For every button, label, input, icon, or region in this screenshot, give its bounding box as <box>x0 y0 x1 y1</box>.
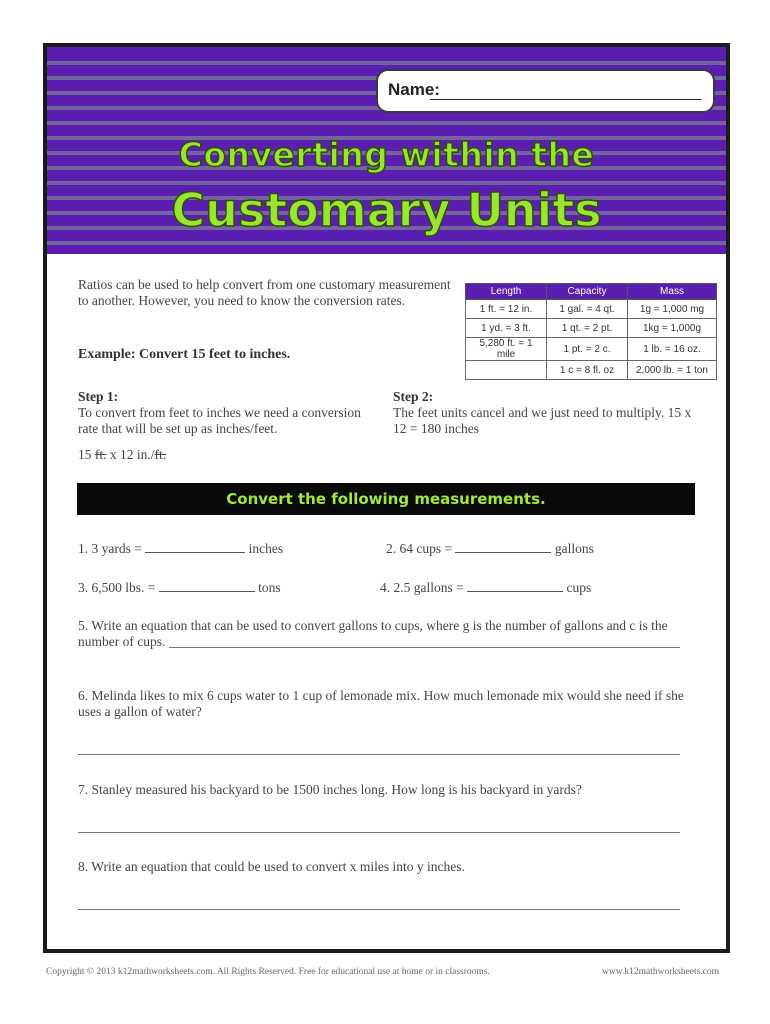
cancelled-unit: ft. <box>154 447 167 462</box>
name-label: Name: <box>388 80 440 99</box>
question-4: 4. 2.5 gallons = cups <box>380 580 592 595</box>
answer-line-6[interactable] <box>78 754 680 755</box>
step-2-text: The feet units cancel and we just need to multiply. 15 x 12 = 180 inches <box>393 405 692 436</box>
step-2 <box>393 389 703 437</box>
title-line-2: Customary Units <box>171 183 602 237</box>
answer-line-5[interactable] <box>169 647 680 648</box>
footer-website[interactable]: www.k12mathworksheets.com <box>602 967 720 977</box>
question-7: 7. Stanley measured his backyard to be 1500 inches long. How long is his backyard in yards? <box>78 782 582 797</box>
answer-blank-3[interactable] <box>159 579 255 592</box>
title-banner <box>47 47 726 254</box>
step-1 <box>78 389 378 437</box>
table-cell <box>466 361 547 380</box>
table-header-mass: Mass <box>628 284 717 300</box>
table-cell: 1g = 1,000 mg <box>628 300 717 319</box>
answer-line-7[interactable] <box>78 832 680 833</box>
answer-line-8[interactable] <box>78 909 680 910</box>
step-1-heading: Step 1: <box>78 389 119 404</box>
table-cell: 1 qt. = 2 pt. <box>547 319 628 338</box>
answer-blank-2[interactable] <box>455 540 551 553</box>
answer-blank-4[interactable] <box>467 579 563 592</box>
table-cell: 1kg = 1,000g <box>628 319 717 338</box>
section-title: Convert the following measurements. <box>226 490 546 508</box>
table-cell: 1 gal. = 4 qt. <box>547 300 628 319</box>
example-heading: Example: Convert 15 feet to inches. <box>78 347 291 362</box>
name-box <box>376 69 715 113</box>
question-1: 1. 3 yards = inches <box>78 541 284 556</box>
step-2-heading: Step 2: <box>393 389 434 404</box>
table-cell: 1 pt. = 2 c. <box>547 338 628 361</box>
example-equation: 15 ft. x 12 in./ft. <box>78 447 167 462</box>
question-3: 3. 6,500 lbs. = tons <box>78 580 281 595</box>
intro-text: Ratios can be used to help convert from one customary measurement to another. However, you need to know the conversion rates. <box>78 277 451 308</box>
answer-blank-1[interactable] <box>145 540 245 553</box>
table-cell: 2,000 lb. = 1 ton <box>628 361 717 380</box>
table-cell: 1 ft. = 12 in. <box>466 300 547 319</box>
cancelled-unit: ft. <box>94 447 107 462</box>
name-line[interactable] <box>430 99 701 100</box>
table-header-length: Length <box>466 284 547 300</box>
table-header-capacity: Capacity <box>547 284 628 300</box>
table-row <box>466 300 717 319</box>
question-5: 5. Write an equation that can be used to convert gallons to cups, where g is the number of gallons and c is the number of cups. <box>78 618 668 649</box>
question-2: 2. 64 cups = gallons <box>386 541 594 556</box>
table-cell: 1 lb. = 16 oz. <box>628 338 717 361</box>
table-row <box>466 319 717 338</box>
step-1-text: To convert from feet to inches we need a conversion rate that will be set up as inches/feet. <box>78 405 361 436</box>
question-8: 8. Write an equation that could be used to convert x miles into y inches. <box>78 859 465 874</box>
footer-copyright: Copyright © 2013 k12mathworksheets.com. All Rights Reserved. Free for educational use at home or in classrooms. <box>46 967 490 977</box>
table-cell: 5,280 ft. = 1 mile <box>466 338 547 361</box>
table-cell: 1 yd. = 3 ft. <box>466 319 547 338</box>
worksheet-frame <box>43 43 730 953</box>
table-row <box>466 361 717 380</box>
title-line-1: Converting within the <box>178 135 595 174</box>
conversion-table <box>465 283 717 380</box>
table-cell: 1 c = 8 fl. oz <box>547 361 628 380</box>
section-header-bar <box>77 483 695 515</box>
table-row <box>466 338 717 361</box>
question-6: 6. Melinda likes to mix 6 cups water to 1 cup of lemonade mix. How much lemonade mix would she need if she uses a gallon of water? <box>78 688 684 719</box>
